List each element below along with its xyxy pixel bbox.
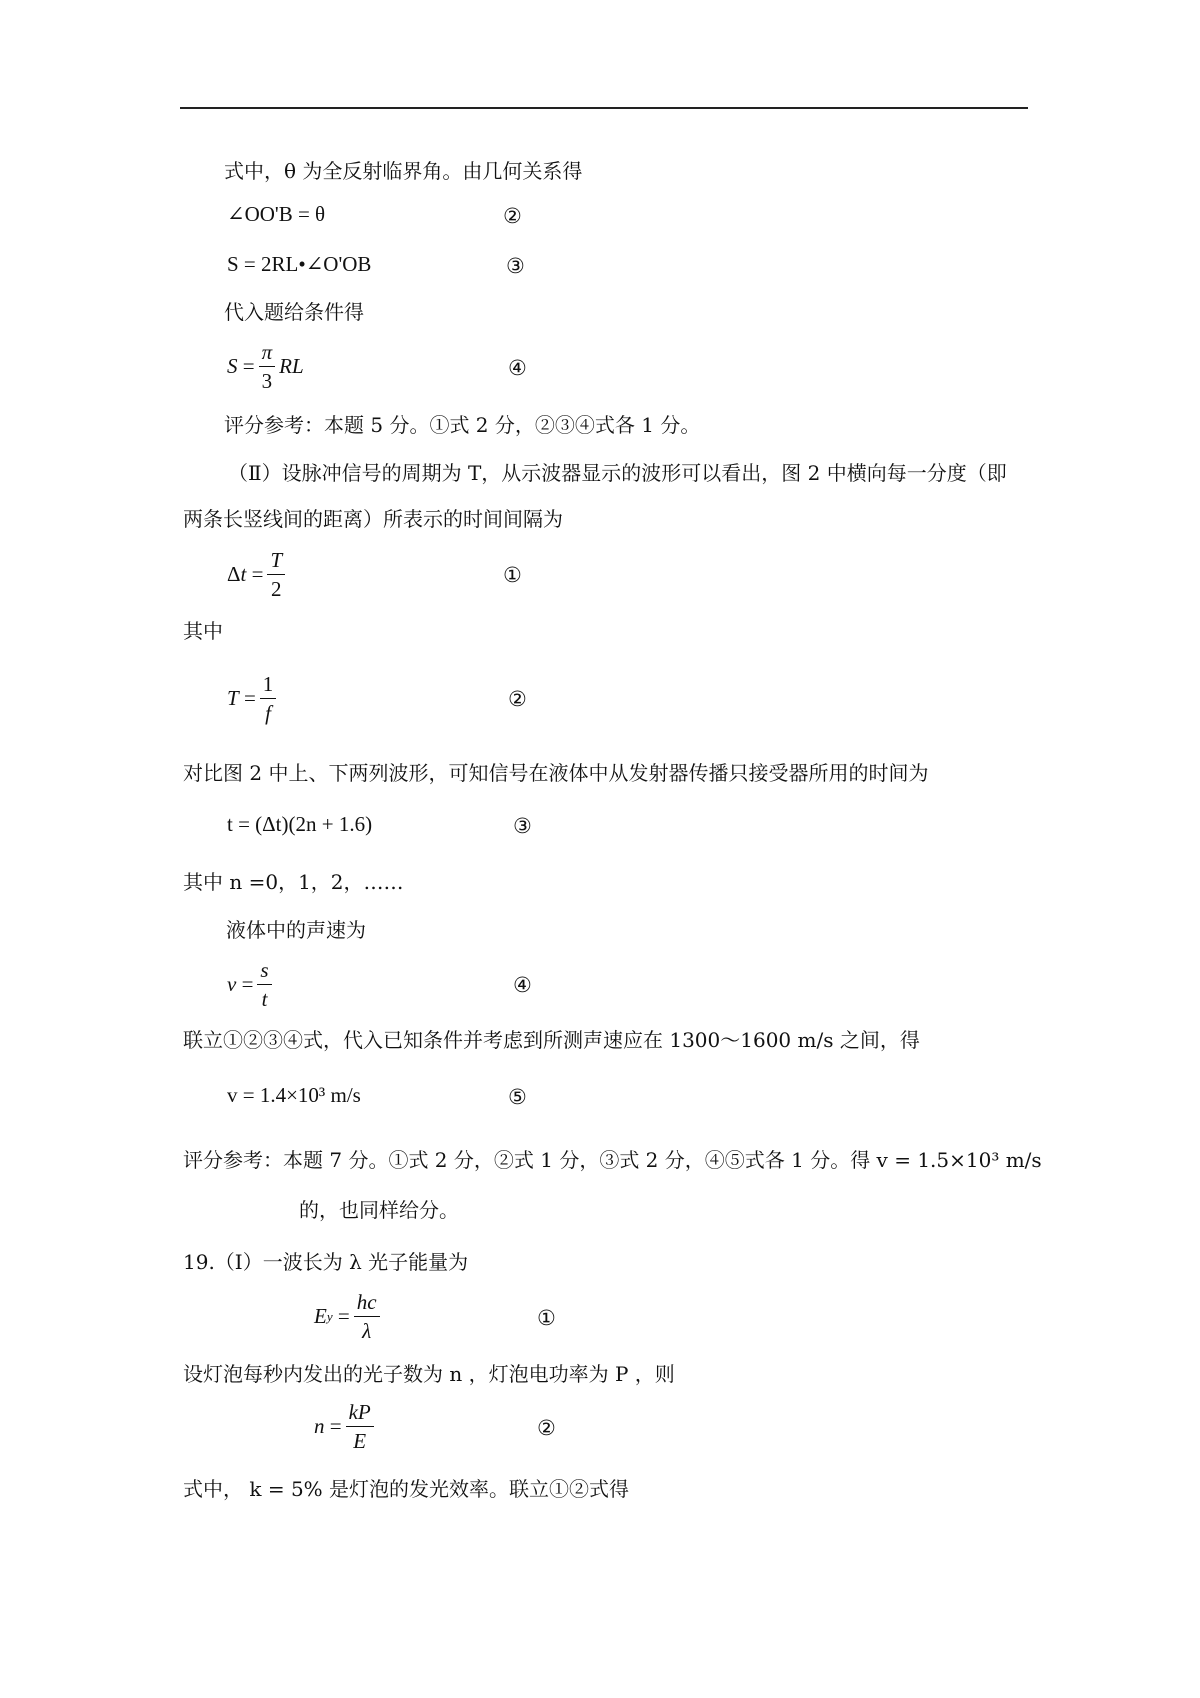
header-rule — [180, 107, 1028, 109]
equation-angle: ∠OO'B = θ — [227, 202, 326, 226]
text-line-efficiency — [183, 1475, 629, 1503]
equation-marker: ② — [503, 204, 522, 228]
text-line: 联立①②③④式，代入已知条件并考虑到所测声速应在 1300～1600 m/s 之间，得 — [183, 1028, 920, 1052]
equation-marker: ④ — [508, 356, 527, 380]
text-line-scoring-2-cont — [299, 1196, 459, 1224]
equation-speed-result: v = 1.4×10³ m/s — [227, 1083, 361, 1107]
equation-marker: ② — [537, 1416, 556, 1440]
equation-marker: ④ — [513, 973, 532, 997]
text-line: 的，也同样给分。 — [299, 1198, 459, 1222]
text-line-n-values — [183, 868, 404, 896]
text-line: （Ⅱ）设脉冲信号的周期为 T，从示波器显示的波形可以看出，图 2 中横向每一分度（即 — [228, 461, 1007, 485]
equation-time: t = (Δt)(2n + 1.6) — [227, 812, 373, 836]
text-line-combine — [183, 1026, 920, 1054]
text-line: 19.（Ⅰ）一波长为 λ 光子能量为 — [183, 1250, 469, 1274]
text-line-question-19 — [183, 1248, 468, 1276]
equation-photon-number: n = $\frac{kP}{E}$ — [314, 1400, 378, 1453]
equation-photon-energy: E y = $\frac{hc}{\lambda}$ — [314, 1290, 384, 1343]
equation-marker: ③ — [513, 814, 532, 838]
text-line: 对比图 2 中上、下两列波形，可知信号在液体中从发射器传播只接受器所用的时间为 — [183, 761, 929, 785]
text-line: 代入题给条件得 — [224, 300, 364, 324]
text-line: 式中， k = 5% 是灯泡的发光效率。联立①②式得 — [183, 1477, 630, 1501]
text-line-scoring-2 — [183, 1146, 1042, 1174]
text-line: 液体中的声速为 — [226, 918, 366, 942]
text-line: 评分参考：本题 7 分。①式 2 分，②式 1 分，③式 2 分，④⑤式各 1 分。得 v = 1.5×10³ m/s — [183, 1148, 1042, 1172]
equation-marker: ② — [508, 687, 527, 711]
text-line-part2-cont — [183, 505, 563, 533]
text-line-critical-angle — [224, 157, 582, 185]
text-line: 评分参考：本题 5 分。①式 2 分，②③④式各 1 分。 — [224, 413, 701, 437]
text-line-substitute — [224, 298, 364, 326]
text-line: 式中，θ 为全反射临界角。由几何关系得 — [224, 159, 583, 183]
equation-speed: v = $\frac{s}{t}$ — [227, 958, 276, 1011]
text-line-compare — [183, 759, 928, 787]
equation-period: T = $\frac{1}{f}$ — [227, 672, 280, 725]
text-line-scoring — [224, 411, 700, 439]
text-line: 设灯泡每秒内发出的光子数为 n ，灯泡电功率为 P ，则 — [183, 1362, 675, 1386]
text-line-photon-count — [183, 1360, 675, 1388]
equation-marker: ⑤ — [508, 1085, 527, 1109]
text-line: 其中 n =0，1，2，…… — [183, 870, 404, 894]
equation-marker: ③ — [506, 254, 525, 278]
text-line-part2 — [228, 459, 1007, 487]
text-line-speed — [226, 916, 366, 944]
text-line: 两条长竖线间的距离）所表示的时间间隔为 — [183, 507, 563, 531]
equation-marker: ① — [503, 563, 522, 587]
text-line-where — [183, 617, 223, 645]
text-line: 其中 — [183, 619, 223, 643]
equation-area: S = 2RL•∠O'OB — [227, 252, 372, 276]
equation-marker: ① — [537, 1306, 556, 1330]
equation-delta-t: Δ t = $\frac{T}{2}$ — [227, 548, 289, 601]
equation-area-result: S = $\frac{\pi}{3}$ RL — [227, 340, 304, 394]
